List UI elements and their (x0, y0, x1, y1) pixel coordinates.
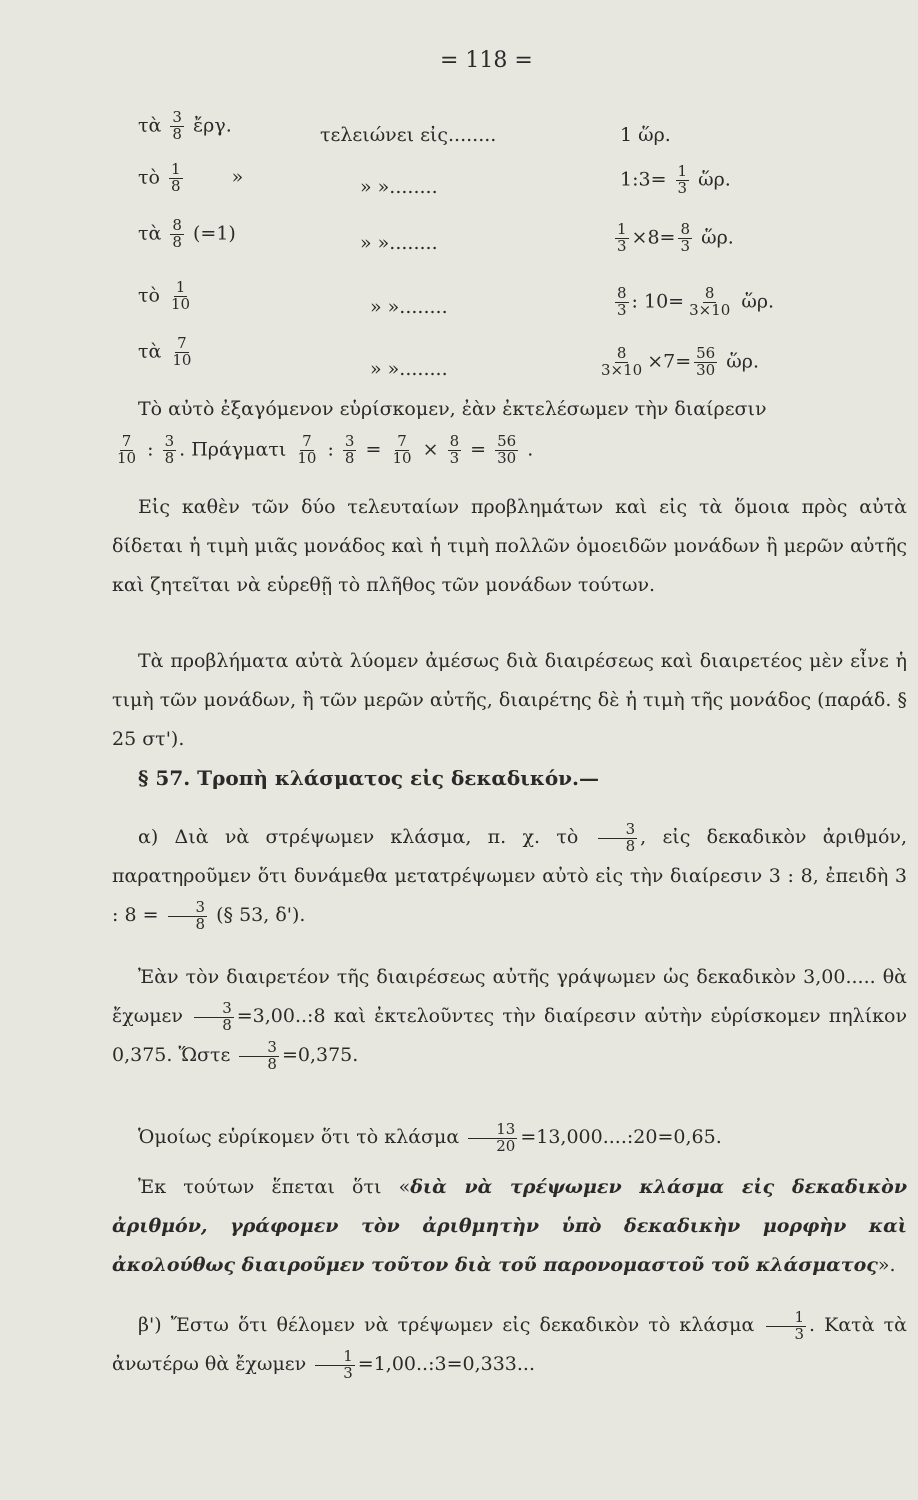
section-heading: § 57. Τροπὴ κλάσματος εἰς δεκαδικόν.— (138, 766, 600, 790)
row-fraction: $\frac{8}{8}$ (172, 216, 182, 251)
row-prefix: τὰ (138, 222, 162, 245)
row-prefix: τὸ (138, 284, 160, 307)
row-verb: » »........ (360, 232, 438, 254)
paragraph-4: Ἐὰν τὸν διαιρετέον τῆς διαιρέσεως αὐτῆς γράψωμεν ὡς δεκαδικὸν 3,00..... θὰ ἔχωμεν $\frac{3}{8}$ =3,00..:8 καὶ ἐκτελοῦντες τὴν διαίρεσιν αὐτὴν εὑρίσκομεν πηλίκον 0,375. Ὥστε $\frac{3}{8}$ =0,375. (112, 966, 907, 1073)
table-row (138, 218, 236, 251)
row-result: 1 ὥρ. (620, 124, 671, 146)
row-word: (=1) (192, 222, 236, 245)
row-verb: » »........ (360, 176, 438, 198)
row-result: $\frac{8}{3\times 10}$ ×7= $\frac{56}{30}$ ὥρ. (601, 344, 759, 379)
row-verb: » »........ (370, 296, 448, 318)
row-result: $\frac{1}{3}$ ×8= $\frac{8}{3}$ ὥρ. (617, 220, 734, 255)
table-row (138, 110, 232, 143)
page-number: = 118 = (440, 48, 533, 73)
row-fraction: $\frac{1}{8}$ (171, 160, 181, 195)
table-row (138, 280, 195, 313)
row-fraction: $\frac{3}{8}$ (172, 108, 182, 143)
row-fraction: $\frac{1}{10}$ (171, 278, 191, 313)
equation-line: $\frac{7}{10}$ : $\frac{3}{8}$ . Πράγματι $\frac{7}{10}$ : $\frac{3}{8}$ = $\frac{7}{10}$ × $\frac{8}{3}$ = $\frac{56}{30}$ . (117, 432, 534, 467)
paragraph-3: α) Διὰ νὰ στρέψωμεν κλάσμα, π. χ. τὸ $\frac{3}{8}$ , εἰς δεκαδικὸν ἀριθμόν, παρατηροῦμεν ὅτι δυνάμεθα μετατρέψωμεν αὐτὸ εἰς τὴν διαίρεσιν 3 : 8, ἐπειδὴ 3 : 8 = $\frac{3}{8}$ (§ 53, δ'). (112, 819, 907, 933)
row-result: 1:3= $\frac{1}{3}$ ὥρ. (620, 162, 731, 197)
paragraph-7: β') Ἔστω ὅτι θέλομεν νὰ τρέψωμεν εἰς δεκαδικὸν τὸ κλάσμα $\frac{1}{3}$ . Κατὰ τὰ ἀνωτέρω θὰ ἔχωμεν $\frac{1}{3}$ =1,00..:3=0,333... (112, 1307, 907, 1382)
paragraph-1: Εἰς καθὲν τῶν δύο τελευταίων προβλημάτων καὶ εἰς τὰ ὅμοια πρὸς αὐτὰ δίδεται ἡ τιμὴ μιᾶς μονάδος καὶ ἡ τιμὴ πολλῶν ὁμοειδῶν μονάδων ἢ μερῶν αὐτῆς καὶ ζητεῖται νὰ εὑρεθῇ τὸ πλῆθος τῶν μονάδων τούτων. (112, 496, 907, 596)
table-row (138, 162, 243, 195)
row-prefix: τὸ (138, 166, 160, 189)
row-fraction: $\frac{7}{10}$ (172, 334, 192, 369)
table-row (138, 336, 196, 369)
row-word: » (231, 166, 244, 189)
row-verb: » »........ (370, 358, 448, 380)
paragraph-2: Τὰ προβλήματα αὐτὰ λύομεν ἀμέσως διὰ διαιρέσεως καὶ διαιρετέος μὲν εἶνε ἡ τιμὴ τῶν μονάδων, ἢ τῶν μερῶν αὐτῆς, διαιρέτης δὲ ἡ τιμὴ τῆς μονάδος (παράδ. § 25 στ'). (112, 650, 907, 750)
row-verb: τελειώνει εἰς........ (320, 124, 497, 146)
row-word: ἔργ. (192, 114, 232, 137)
row-result: $\frac{8}{3}$ : 10= $\frac{8}{3\times 10}$ ὥρ. (617, 284, 775, 319)
paragraph-5: Ὁμοίως εὑρίκομεν ὅτι τὸ κλάσμα $\frac{13}{20}$ =13,000....:20=0,65. (138, 1119, 722, 1155)
row-prefix: τὰ (138, 340, 162, 363)
rule-statement: διὰ νὰ τρέψωμεν κλάσμα εἰς δεκαδικὸν ἀριθμόν, γράφομεν τὸν ἀριθμητὴν ὑπὸ δεκαδικὴν μορφὴν καὶ ἀκολούθως διαιροῦμεν τοῦτον διὰ τοῦ παρονομαστοῦ τοῦ κλάσματος (112, 1176, 907, 1276)
paragraph-6: Ἐκ τούτων ἕπεται ὅτι «διὰ νὰ τρέψωμεν κλάσμα εἰς δεκαδικὸν ἀριθμόν, γράφομεν τὸν ἀριθμητὴν ὑπὸ δεκαδικὴν μορφὴν καὶ ἀκολούθως διαιροῦμεν τοῦτον διὰ τοῦ παρονομαστοῦ τοῦ κλάσματος». (112, 1176, 907, 1276)
row-prefix: τὰ (138, 114, 162, 137)
text-line: Τὸ αὐτὸ ἐξαγόμενον εὑρίσκομεν, ἐὰν ἐκτελέσωμεν τὴν διαίρεσιν (138, 398, 767, 420)
